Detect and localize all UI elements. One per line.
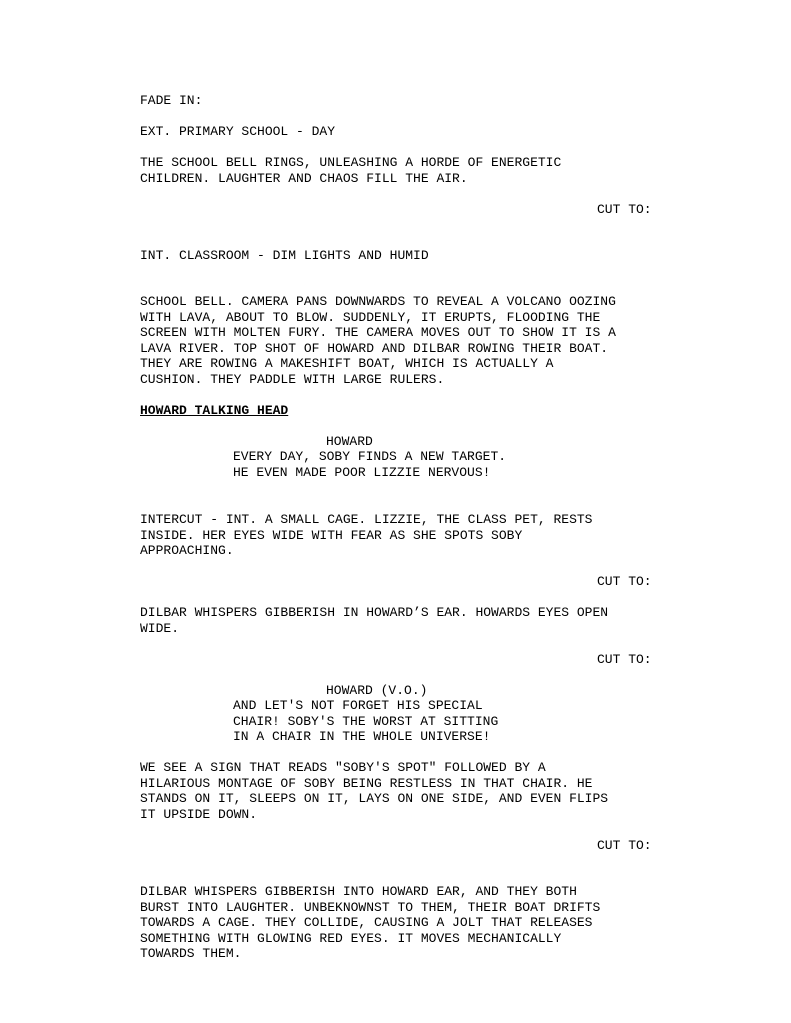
action-volcano	[140, 294, 616, 387]
action-line: INTERCUT - INT. A SMALL CAGE. LIZZIE, THE CLASS PET, RESTS	[140, 512, 593, 527]
action-sign-montage	[140, 760, 608, 822]
action-line: WE SEE A SIGN THAT READS "SOBY'S SPOT" FOLLOWED BY A	[140, 760, 546, 775]
action-line: INSIDE. HER EYES WIDE WITH FEAR AS SHE SPOTS SOBY	[140, 527, 523, 543]
action-line: DILBAR WHISPERS GIBBERISH INTO HOWARD EAR, AND THEY BOTH	[140, 884, 577, 899]
action-line: THEY ARE ROWING A MAKESHIFT BOAT, WHICH IS ACTUALLY A	[140, 356, 554, 371]
action-line: WITH LAVA, ABOUT TO BLOW. SUDDENLY, IT ERUPTS, FLOODING THE	[140, 309, 601, 325]
action-line: CHILDREN. LAUGHTER AND CHAOS FILL THE AIR.	[140, 170, 468, 186]
scene-heading-classroom: INT. CLASSROOM - DIM LIGHTS AND HUMID	[140, 248, 429, 263]
action-line: TOWARDS A CAGE. THEY COLLIDE, CAUSING A JOLT THAT RELEASES	[140, 915, 593, 930]
action-line: TOWARDS THEM.	[140, 946, 242, 961]
action-final	[140, 884, 600, 962]
action-school-bell	[140, 155, 561, 186]
action-whisper	[140, 605, 608, 636]
action-line: APPROACHING.	[140, 543, 234, 558]
dialogue-line: AND LET'S NOT FORGET HIS SPECIAL	[233, 698, 483, 713]
transition-cut-to: CUT TO:	[597, 652, 652, 667]
action-line: THE SCHOOL BELL RINGS, UNLEASHING A HORDE OF ENERGETIC	[140, 155, 562, 170]
fade-in: FADE IN:	[140, 93, 203, 108]
dialogue-line: HE EVEN MADE POOR LIZZIE NERVOUS!	[233, 464, 491, 480]
character-name: HOWARD	[326, 434, 373, 449]
action-line: STANDS ON IT, SLEEPS ON IT, LAYS ON ONE SIDE, AND EVEN FLIPS	[140, 791, 609, 806]
scene-heading-exterior: EXT. PRIMARY SCHOOL - DAY	[140, 124, 336, 139]
transition-cut-to: CUT TO:	[597, 574, 652, 589]
action-line: IT UPSIDE DOWN.	[140, 806, 258, 822]
dialogue-line: IN A CHAIR IN THE WHOLE UNIVERSE!	[233, 729, 491, 744]
dialogue-line: CHAIR! SOBY'S THE WORST AT SITTING	[233, 713, 499, 729]
action-line: CUSHION. THEY PADDLE WITH LARGE RULERS.	[140, 371, 445, 387]
action-line: BURST INTO LAUGHTER. UNBEKNOWNST TO THEM, THEIR BOAT DRIFTS	[140, 899, 601, 915]
action-line: SCREEN WITH MOLTEN FURY. THE CAMERA MOVES OUT TO SHOW IT IS A	[140, 325, 616, 340]
action-line: DILBAR WHISPERS GIBBERISH IN HOWARD’S EAR. HOWARDS EYES OPEN	[140, 605, 609, 620]
talking-head-heading: HOWARD TALKING HEAD	[140, 403, 289, 418]
action-line: SOMETHING WITH GLOWING RED EYES. IT MOVES MECHANICALLY	[140, 930, 562, 946]
character-name: HOWARD (V.O.)	[326, 683, 428, 698]
transition-cut-to: CUT TO:	[597, 838, 652, 853]
dialogue-line: EVERY DAY, SOBY FINDS A NEW TARGET.	[233, 449, 507, 464]
action-line: HILARIOUS MONTAGE OF SOBY BEING RESTLESS IN THAT CHAIR. HE	[140, 775, 593, 791]
dialogue-block	[233, 449, 506, 480]
transition-cut-to: CUT TO:	[597, 202, 652, 217]
dialogue-block	[233, 698, 498, 745]
action-intercut	[140, 512, 592, 559]
action-line: WIDE.	[140, 620, 180, 636]
action-line: LAVA RIVER. TOP SHOT OF HOWARD AND DILBAR ROWING THEIR BOAT.	[140, 340, 609, 356]
action-line: SCHOOL BELL. CAMERA PANS DOWNWARDS TO REVEAL A VOLCANO OOZING	[140, 294, 616, 309]
